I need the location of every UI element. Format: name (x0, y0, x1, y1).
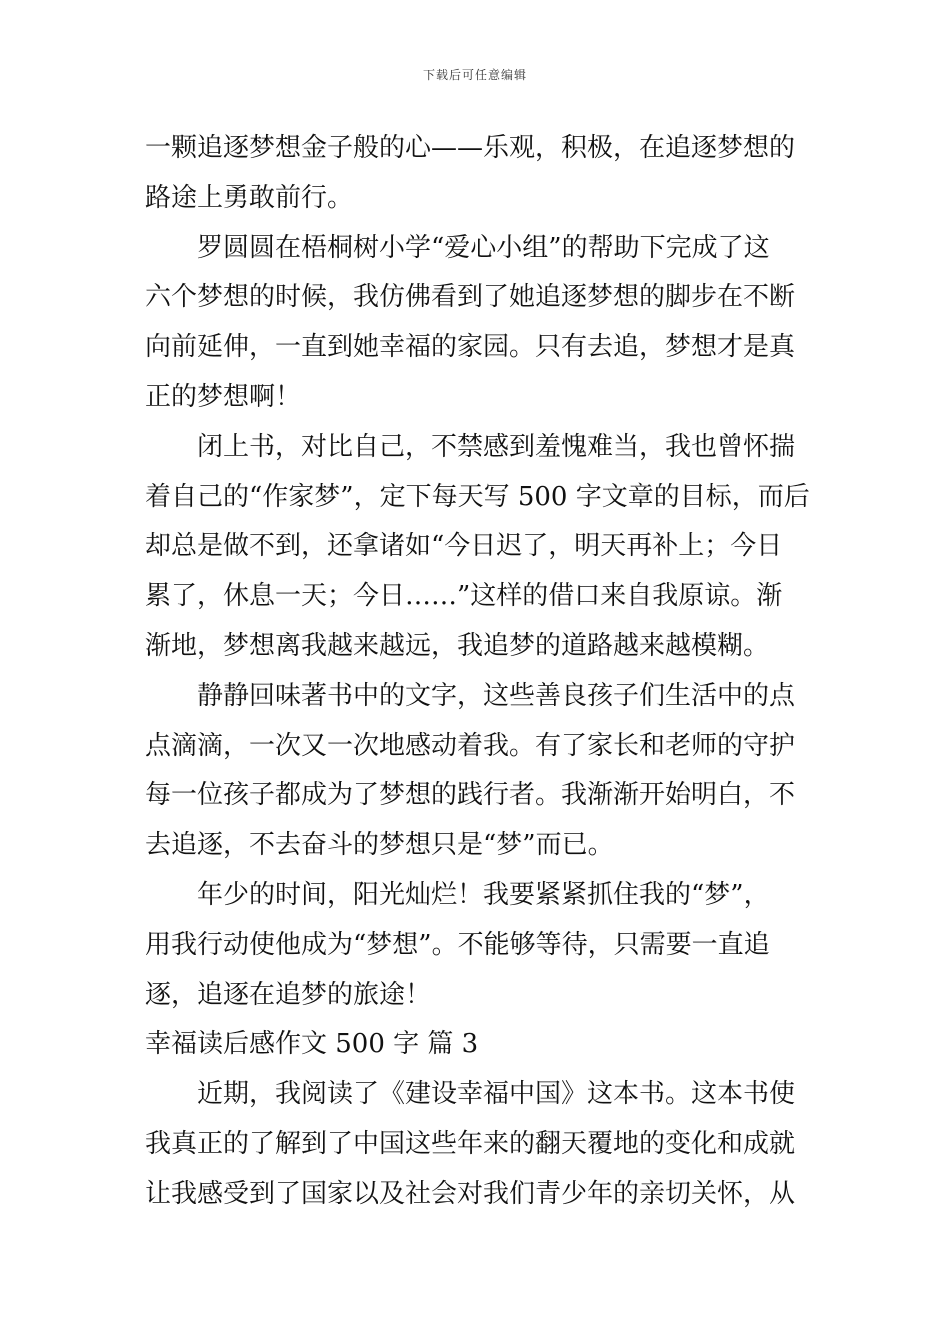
text-line: 点滴滴，一次又一次地感动着我。有了家长和老师的守护 (145, 730, 796, 761)
paragraph-start-line: 近期，我阅读了《建设幸福中国》这本书。这本书使 (197, 1079, 796, 1110)
text-line: 却总是做不到，还拿诸如“今日迟了，明天再补上；今日 (145, 531, 783, 562)
text-line: 渐地，梦想离我越来越远，我追梦的道路越来越模糊。 (145, 630, 770, 661)
text-line: 让我感受到了国家以及社会对我们青少年的亲切关怀，从 (145, 1178, 796, 1209)
paragraph-start-line: 闭上书，对比自己，不禁感到羞愧难当，我也曾怀揣 (197, 431, 796, 462)
section-heading: 幸福读后感作文 500 字 篇 3 (145, 1029, 479, 1060)
text-line: 去追逐，不去奋斗的梦想只是“梦”而已。 (145, 830, 614, 861)
text-line: 逐，追逐在追梦的旅途！ (145, 979, 432, 1010)
text-line: 我真正的了解到了中国这些年来的翻天覆地的变化和成就 (145, 1128, 796, 1159)
text-line: 每一位孩子都成为了梦想的践行者。我渐渐开始明白，不 (145, 780, 796, 811)
text-line: 六个梦想的时候，我仿佛看到了她追逐梦想的脚步在不断 (145, 282, 796, 313)
text-line: 用我行动使他成为“梦想”。不能够等待，只需要一直追 (145, 929, 770, 960)
text-line: 一颗追逐梦想金子般的心——乐观，积极，在追逐梦想的 (145, 133, 796, 163)
text-line: 路途上勇敢前行。 (145, 182, 354, 213)
paragraph-start-line: 年少的时间，阳光灿烂！我要紧紧抓住我的“梦”， (197, 879, 770, 910)
text-line: 累了，休息一天；今日……”这样的借口来自我原谅。渐 (145, 581, 783, 612)
paragraph-start-line: 静静回味著书中的文字，这些善良孩子们生活中的点 (197, 680, 796, 711)
text-line: 着自己的“作家梦”，定下每天写 500 字文章的目标，而后 (145, 481, 810, 512)
paragraph-start-line: 罗圆圆在梧桐树小学“爱心小组”的帮助下完成了这 (197, 232, 770, 263)
text-line: 正的梦想啊！ (145, 381, 302, 412)
text-line: 向前延伸，一直到她幸福的家园。只有去追，梦想才是真 (145, 332, 796, 363)
page-header: 下载后可任意编辑 (422, 68, 527, 82)
document-body (145, 124, 810, 1220)
